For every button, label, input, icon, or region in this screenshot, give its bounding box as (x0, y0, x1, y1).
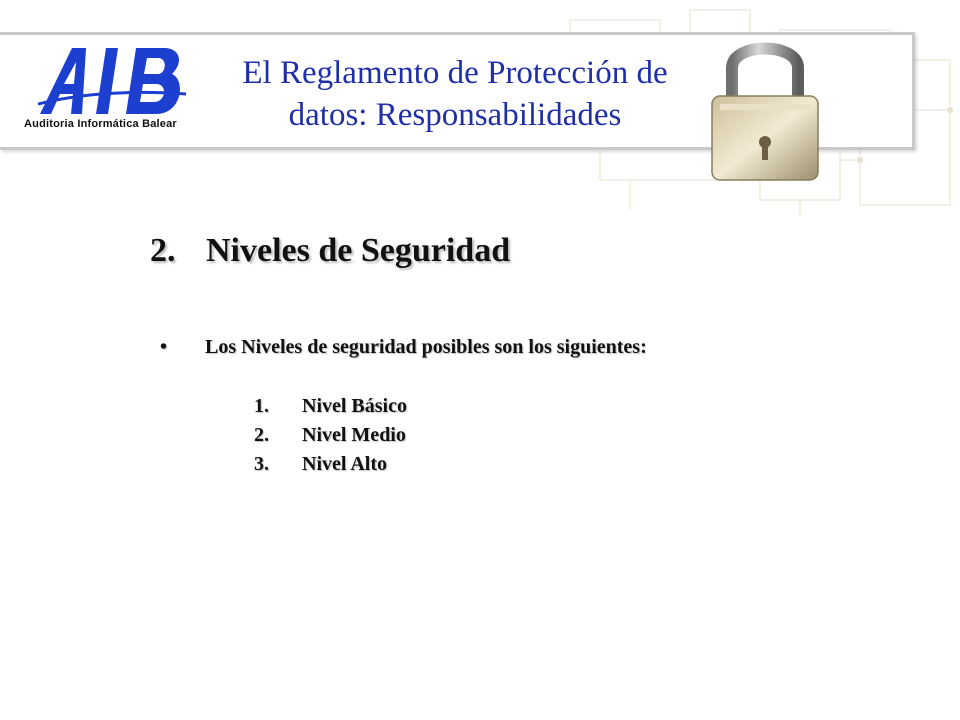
level-number: 3. (254, 453, 269, 475)
section-title: Niveles de Seguridad (206, 232, 511, 269)
list-item (254, 452, 407, 481)
logo-caption: Auditoria Informática Balear (24, 118, 177, 130)
level-number: 2. (254, 424, 269, 446)
bullet-marker: • (160, 336, 168, 358)
section-number: 2. (150, 232, 176, 269)
header-title (200, 52, 710, 136)
aib-logo-mark (38, 44, 188, 116)
padlock-icon (706, 34, 824, 184)
header-title-line2: datos: Responsabilidades (288, 97, 622, 133)
bullet-item (160, 336, 647, 359)
level-label: Nivel Medio (302, 424, 406, 446)
level-number: 1. (254, 395, 269, 417)
aib-logo (16, 44, 212, 140)
levels-list (254, 394, 407, 481)
header-title-line1: El Reglamento de Protección de (242, 55, 668, 91)
list-item (254, 423, 407, 452)
level-label: Nivel Alto (302, 453, 387, 475)
section-heading (150, 232, 510, 270)
level-label: Nivel Básico (302, 395, 407, 417)
bullet-text: Los Niveles de seguridad posibles son los siguientes: (205, 336, 647, 358)
list-item (254, 394, 407, 423)
